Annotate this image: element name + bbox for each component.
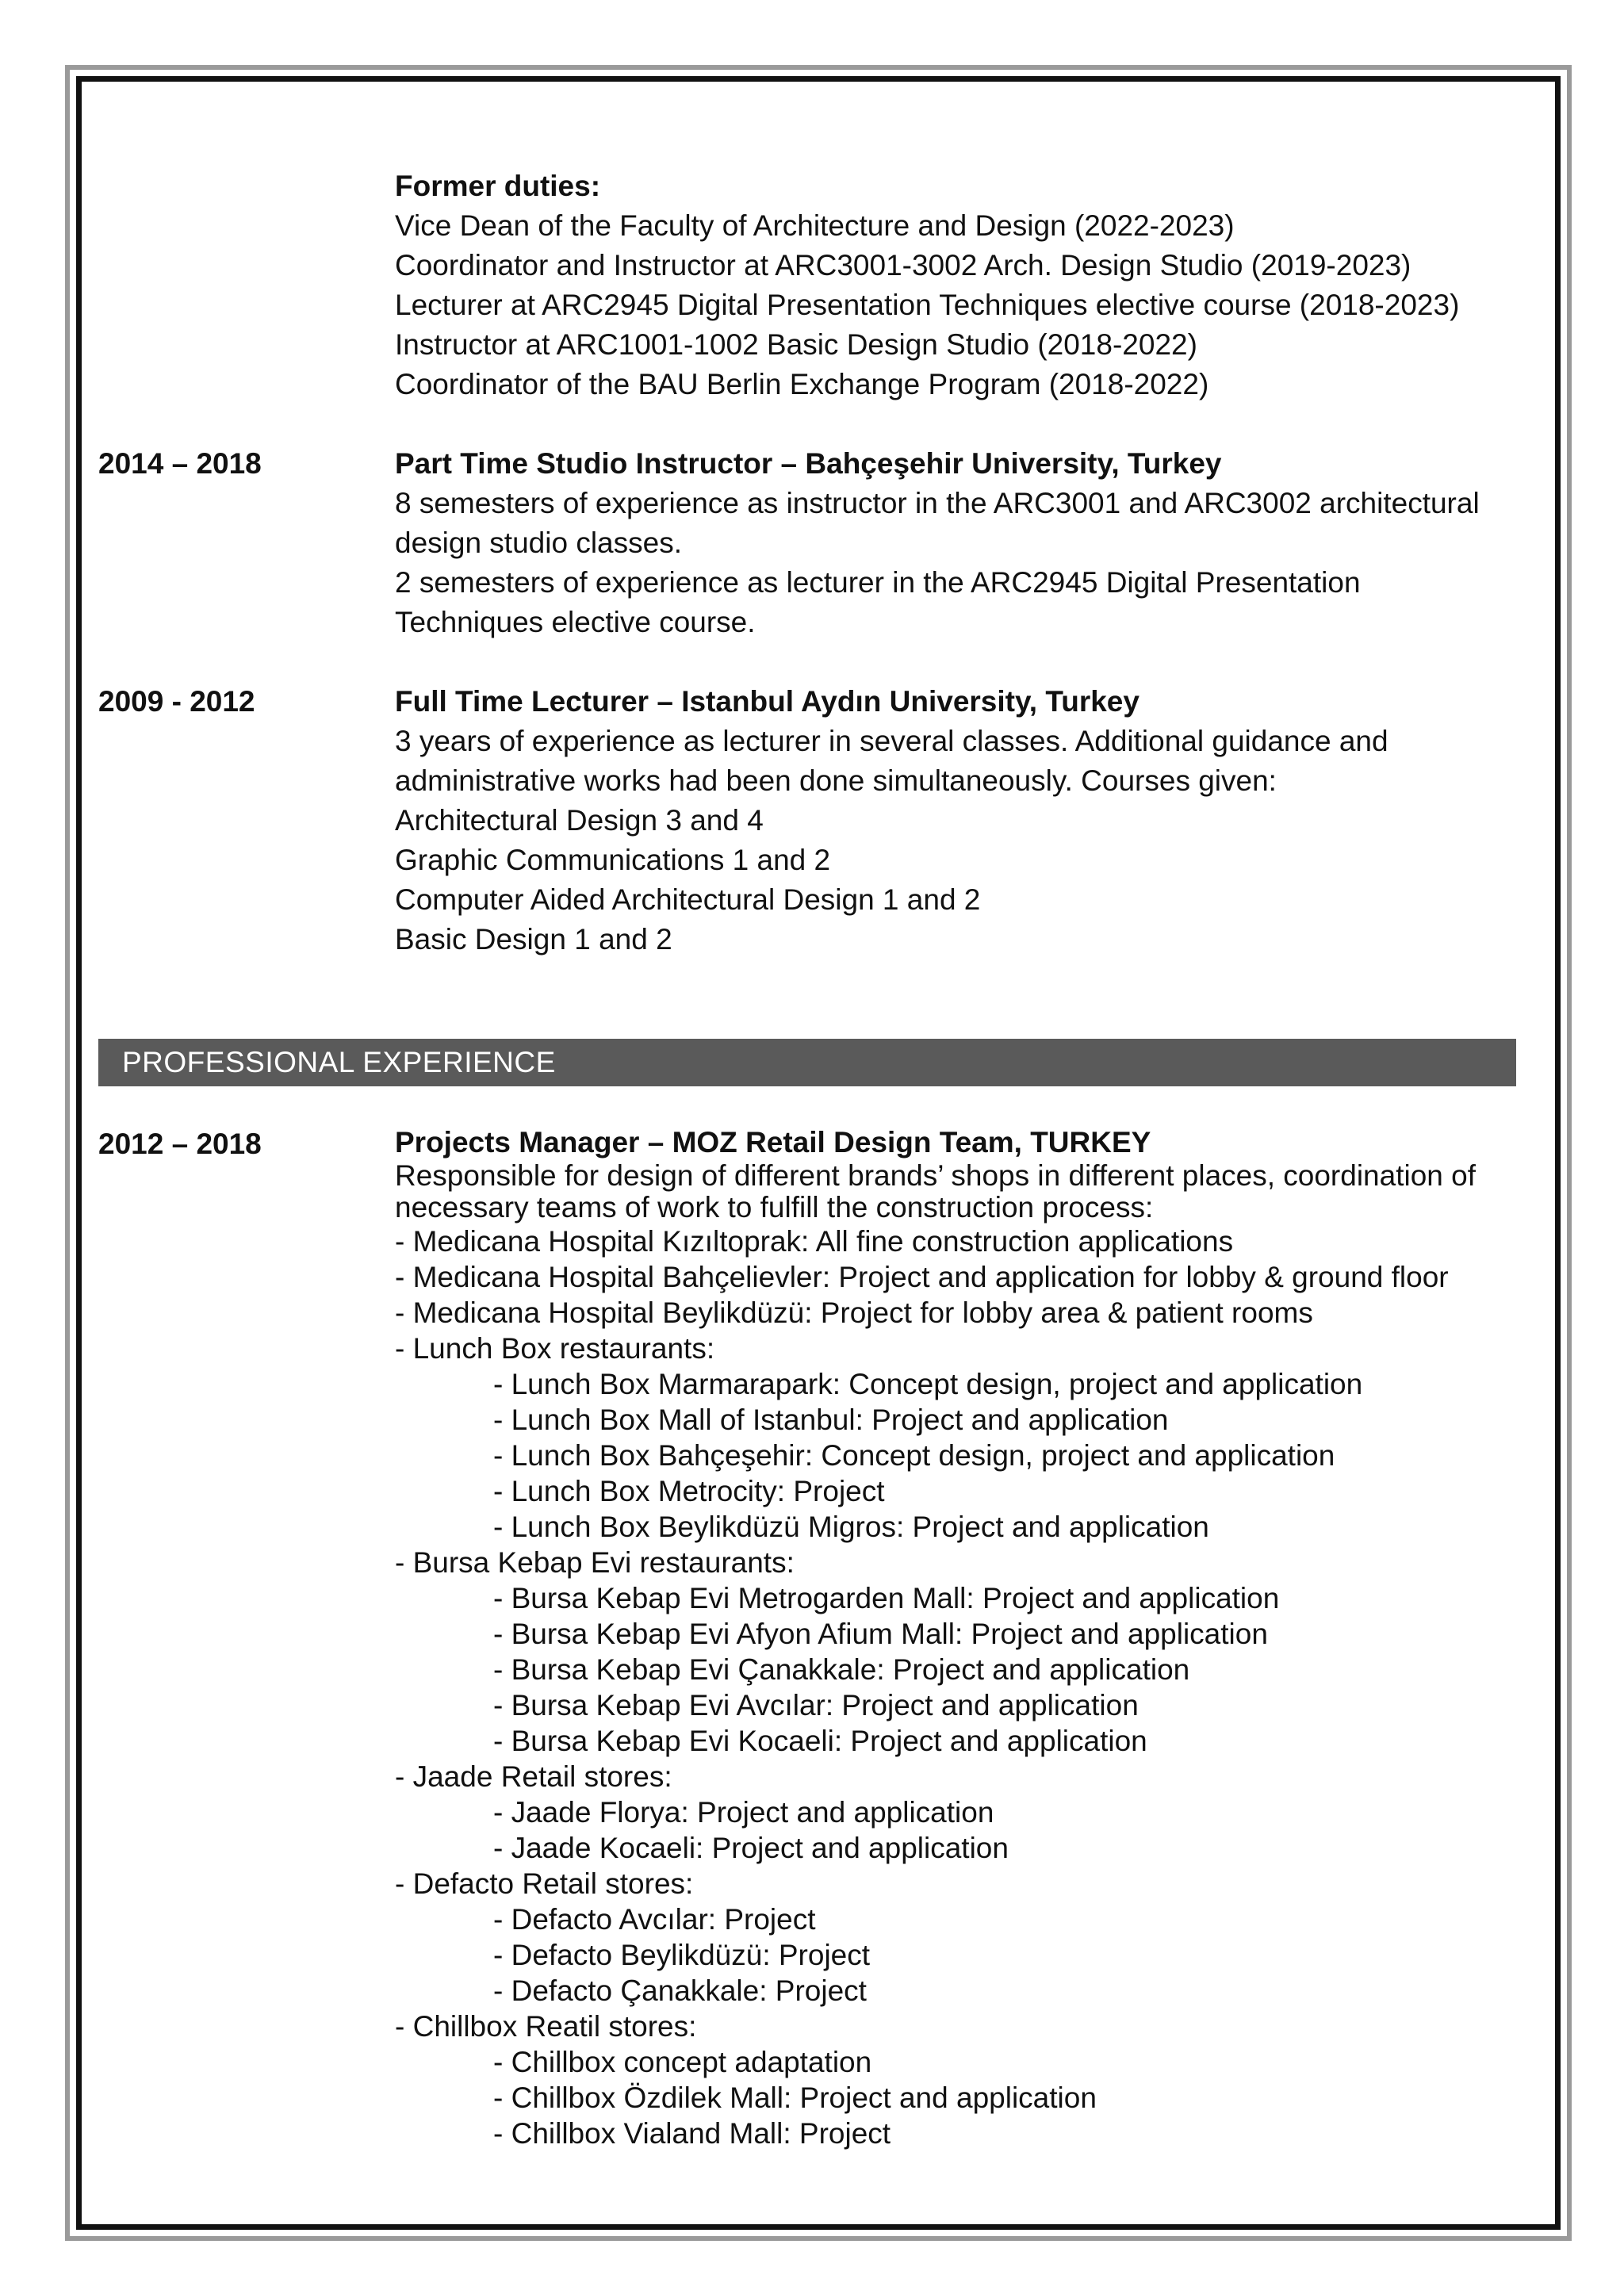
entry-line: Basic Design 1 and 2 bbox=[395, 923, 672, 956]
former-duty-item: Instructor at ARC1001-1002 Basic Design Studio (2018-2022) bbox=[395, 328, 1197, 361]
entry-body bbox=[395, 682, 1516, 959]
entry-line: 8 semesters of experience as instructor in the ARC3001 and ARC3002 architectural bbox=[395, 487, 1480, 519]
former-duties-block bbox=[98, 167, 1516, 404]
former-duties-heading: Former duties: bbox=[395, 170, 601, 202]
project-item: - Medicana Hospital Bahçelievler: Project and application for lobby & ground floor bbox=[395, 1261, 1449, 1293]
project-group: - Lunch Box restaurants: bbox=[395, 1332, 715, 1365]
experience-entry bbox=[98, 1124, 1516, 2151]
project-subitem: - Chillbox Özdilek Mall: Project and application bbox=[493, 2081, 1097, 2114]
project-subitem: - Lunch Box Marmarapark: Concept design, project and application bbox=[493, 1368, 1363, 1400]
project-subitem: - Bursa Kebap Evi Afyon Afium Mall: Project and application bbox=[493, 1618, 1268, 1650]
experience-entry bbox=[98, 444, 1516, 642]
entry-body bbox=[395, 1124, 1516, 2151]
cv-content bbox=[98, 167, 1516, 2151]
project-subitem: - Chillbox concept adaptation bbox=[493, 2046, 872, 2078]
project-subitem: - Lunch Box Metrocity: Project bbox=[493, 1475, 885, 1507]
project-subitem: - Lunch Box Beylikdüzü Migros: Project and application bbox=[493, 1511, 1209, 1543]
former-duty-item: Coordinator and Instructor at ARC3001-3002 Arch. Design Studio (2019-2023) bbox=[395, 249, 1411, 281]
former-duties-body bbox=[395, 167, 1516, 404]
entry-line: Architectural Design 3 and 4 bbox=[395, 804, 764, 837]
entry-line: 3 years of experience as lecturer in several classes. Additional guidance and bbox=[395, 725, 1388, 757]
project-subitem: - Lunch Box Mall of Istanbul: Project and application bbox=[493, 1404, 1169, 1436]
project-subitem: - Lunch Box Bahçeşehir: Concept design, project and application bbox=[493, 1439, 1335, 1472]
project-subitem: - Jaade Florya: Project and application bbox=[493, 1796, 994, 1829]
project-group: - Jaade Retail stores: bbox=[395, 1760, 672, 1793]
entry-date: 2012 – 2018 bbox=[98, 1128, 262, 1160]
entry-line: Techniques elective course. bbox=[395, 606, 756, 638]
entry-line: Computer Aided Architectural Design 1 and 2 bbox=[395, 883, 981, 916]
entry-line: design studio classes. bbox=[395, 527, 682, 559]
project-subitem: - Bursa Kebap Evi Çanakkale: Project and application bbox=[493, 1653, 1190, 1686]
project-subitem: - Bursa Kebap Evi Kocaeli: Project and application bbox=[493, 1725, 1147, 1757]
entry-body bbox=[395, 444, 1516, 642]
entry-line: necessary teams of work to fulfill the construction process: bbox=[395, 1191, 1154, 1224]
former-duty-item: Vice Dean of the Faculty of Architecture and Design (2022-2023) bbox=[395, 209, 1235, 242]
project-subitem: - Bursa Kebap Evi Metrogarden Mall: Project and application bbox=[493, 1582, 1280, 1614]
project-subitem: - Defacto Beylikdüzü: Project bbox=[493, 1939, 871, 1971]
project-subitem: - Defacto Avcılar: Project bbox=[493, 1903, 816, 1936]
entry-line: Graphic Communications 1 and 2 bbox=[395, 844, 831, 876]
entry-date: 2014 – 2018 bbox=[98, 447, 262, 480]
project-group: - Chillbox Reatil stores: bbox=[395, 2010, 697, 2043]
entry-line: Responsible for design of different brands’ shops in different places, coordination of bbox=[395, 1159, 1477, 1192]
section-header-professional-experience: PROFESSIONAL EXPERIENCE bbox=[98, 1039, 1516, 1086]
project-subitem: - Jaade Kocaeli: Project and application bbox=[493, 1832, 1009, 1864]
entry-date: 2009 - 2012 bbox=[98, 685, 255, 718]
project-subitem: - Defacto Çanakkale: Project bbox=[493, 1974, 867, 2007]
project-group: - Defacto Retail stores: bbox=[395, 1867, 694, 1900]
former-duty-item: Lecturer at ARC2945 Digital Presentation Techniques elective course (2018-2023) bbox=[395, 289, 1460, 321]
project-item: - Medicana Hospital Beylikdüzü: Project for lobby area & patient rooms bbox=[395, 1296, 1313, 1329]
former-duty-item: Coordinator of the BAU Berlin Exchange Program (2018-2022) bbox=[395, 368, 1209, 400]
experience-entry bbox=[98, 682, 1516, 959]
project-item: - Medicana Hospital Kızıltoprak: All fine construction applications bbox=[395, 1225, 1234, 1258]
entry-title: Projects Manager – MOZ Retail Design Team, TURKEY bbox=[395, 1126, 1151, 1158]
entry-title: Full Time Lecturer – Istanbul Aydın University, Turkey bbox=[395, 685, 1139, 718]
project-subitem: - Chillbox Vialand Mall: Project bbox=[493, 2117, 891, 2150]
project-subitem: - Bursa Kebap Evi Avcılar: Project and application bbox=[493, 1689, 1139, 1721]
entry-title: Part Time Studio Instructor – Bahçeşehir University, Turkey bbox=[395, 447, 1222, 480]
project-group: - Bursa Kebap Evi restaurants: bbox=[395, 1546, 795, 1579]
entry-line: 2 semesters of experience as lecturer in the ARC2945 Digital Presentation bbox=[395, 566, 1361, 599]
entry-line: administrative works had been done simultaneously. Courses given: bbox=[395, 764, 1277, 797]
